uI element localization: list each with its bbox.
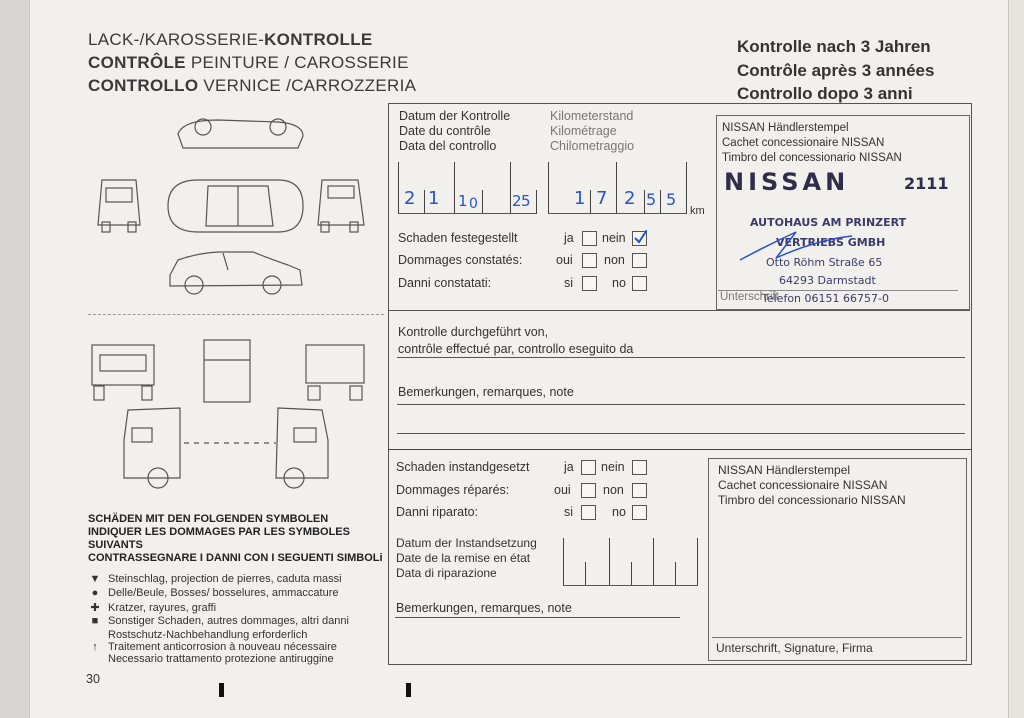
date-digit[interactable]: 1 <box>428 188 440 209</box>
km-digit[interactable]: 5 <box>666 190 677 209</box>
repair-date-label: Datum der Instandsetzung Date de la remise en état Data di riparazione <box>396 536 537 580</box>
checkmark-icon <box>633 230 647 244</box>
stamp-line: 64293 Darmstadt <box>779 274 876 287</box>
dent-icon: ● <box>91 587 99 599</box>
stamp-line: AUTOHAUS AM PRINZERT <box>750 216 907 229</box>
signature-label: Unterschrift <box>720 291 779 303</box>
diagram-divider <box>88 314 384 315</box>
other-damage-icon: ■ <box>91 615 99 627</box>
performed-by-line[interactable] <box>397 357 965 358</box>
signature-scribble <box>736 226 856 266</box>
km-digit[interactable]: 7 <box>596 188 608 209</box>
repaired-it-no-checkbox[interactable] <box>632 505 647 520</box>
km-unit: km <box>690 205 705 217</box>
legend-item: ■ Sonstiger Schaden, autres dommages, altri danni <box>88 615 349 627</box>
stone-chip-icon: ▼ <box>89 573 101 585</box>
date-label: Datum der Kontrolle Date du contrôle Data del controllo <box>399 109 511 153</box>
page-number: 30 <box>86 672 100 686</box>
km-digit[interactable]: 1 <box>574 188 586 209</box>
truck-right-side-icon <box>276 408 328 488</box>
performed-by-label: Kontrolle durchgeführt von, contrôle effectué par, controllo eseguito da <box>398 325 634 356</box>
remarks-label: Bemerkungen, remarques, note <box>398 385 574 399</box>
dealer-code: 2111 <box>904 174 949 193</box>
right-title-fr: Contrôle après 3 années <box>737 61 935 80</box>
right-title-it: Controllo dopo 3 anni <box>737 84 913 103</box>
dealer-stamp-label-2: NISSAN Händlerstempel Cachet concessionaire NISSAN Timbro del concessionario NISSAN <box>718 463 906 507</box>
right-title-de: Kontrolle nach 3 Jahren <box>737 37 931 56</box>
km-digit[interactable]: 2 <box>624 188 636 209</box>
repaired-fr-yes-checkbox[interactable] <box>581 483 596 498</box>
stamp-line: VERTRIEBS GMBH <box>776 236 886 249</box>
truck-rear-view-icon <box>306 345 364 400</box>
damage-fr-no-checkbox[interactable] <box>632 253 647 268</box>
stamp-line: Otto Röhm Straße 65 <box>766 256 883 269</box>
date-digit[interactable]: 2 <box>404 188 416 209</box>
repair-label: Schaden instandgesetzt <box>396 460 530 474</box>
corrosion-arrow-icon: ↑ <box>92 641 98 653</box>
truck-front-view-icon <box>92 345 154 400</box>
car-rear-view-icon <box>318 180 364 232</box>
title-de: LACK-/KAROSSERIE-KONTROLLE <box>88 30 373 49</box>
damage-found-yes-checkbox[interactable] <box>582 231 597 246</box>
damage-found-label: Schaden festegestellt <box>398 231 518 245</box>
date-digit[interactable]: 1 <box>458 192 468 210</box>
truck-top-view-icon <box>204 340 250 402</box>
title-fr: CONTRÔLE PEINTURE / CAROSSERIE <box>88 53 409 72</box>
repair-remarks-label: Bemerkungen, remarques, note <box>396 601 572 615</box>
signature-label-2: Unterschrift, Signature, Firma <box>716 641 873 655</box>
legend-item: Necessario trattamento protezione antiruggine <box>108 653 334 665</box>
remarks-line[interactable] <box>397 404 965 405</box>
legend-heading: SCHÄDEN MIT DEN FOLGENDEN SYMBOLEN INDIQUER LES DOMMAGES PAR LES SYMBOLES SUIVANTS CONTRASSEGNARE I DANNI CON I SEGUENTI SIMBOLi <box>88 513 383 564</box>
car-roof-view-icon <box>178 119 303 148</box>
car-top-view-icon <box>168 180 303 232</box>
form-divider <box>388 449 971 450</box>
legend-item: ● Delle/Beule, Bosses/ bosselures, ammaccature <box>88 587 339 599</box>
thumb-marker <box>406 683 411 697</box>
date-digit[interactable]: 0 <box>469 196 478 212</box>
nissan-logo: NISSAN <box>724 168 850 196</box>
title-it: CONTROLLO VERNICE /CARROZZERIA <box>88 76 417 95</box>
km-label: Kilometerstand Kilométrage Chilometraggio <box>550 109 635 153</box>
repaired-no-checkbox[interactable] <box>632 460 647 475</box>
repair-date-field[interactable] <box>563 585 698 586</box>
remarks-line[interactable] <box>397 433 965 434</box>
legend-item: ✚ Kratzer, rayures, graffi <box>88 601 216 614</box>
km-digit[interactable]: 5 <box>646 190 657 209</box>
dealer-stamp-label: NISSAN Händlerstempel Cachet concessionaire NISSAN Timbro del concessionario NISSAN <box>722 122 902 164</box>
repaired-fr-no-checkbox[interactable] <box>632 483 647 498</box>
legend-item: Rostschutz-Nachbehandlung erforderlich <box>108 629 308 641</box>
date-digit[interactable]: 2 <box>512 192 522 210</box>
car-front-view-icon <box>98 180 140 232</box>
damage-fr-yes-checkbox[interactable] <box>582 253 597 268</box>
car-side-view-icon <box>170 252 302 294</box>
truck-left-side-icon <box>124 408 180 488</box>
legend-item: ▼ Steinschlag, projection de pierres, caduta massi <box>89 573 342 585</box>
damage-it-no-checkbox[interactable] <box>632 276 647 291</box>
damage-found-no-checkbox[interactable] <box>632 231 647 246</box>
repair-remarks-line[interactable] <box>395 617 680 618</box>
legend-item: ↑ Traitement anticorrosion à nouveau nécessaire <box>88 641 337 653</box>
thumb-marker <box>219 683 224 697</box>
scratch-icon: ✚ <box>90 602 100 614</box>
repaired-it-yes-checkbox[interactable] <box>581 505 596 520</box>
stamp-line: Telefon 06151 66757-0 <box>762 292 889 305</box>
damage-it-yes-checkbox[interactable] <box>582 276 597 291</box>
vehicle-diagrams <box>88 110 388 500</box>
repaired-yes-checkbox[interactable] <box>581 460 596 475</box>
date-digit[interactable]: 5 <box>521 192 531 210</box>
